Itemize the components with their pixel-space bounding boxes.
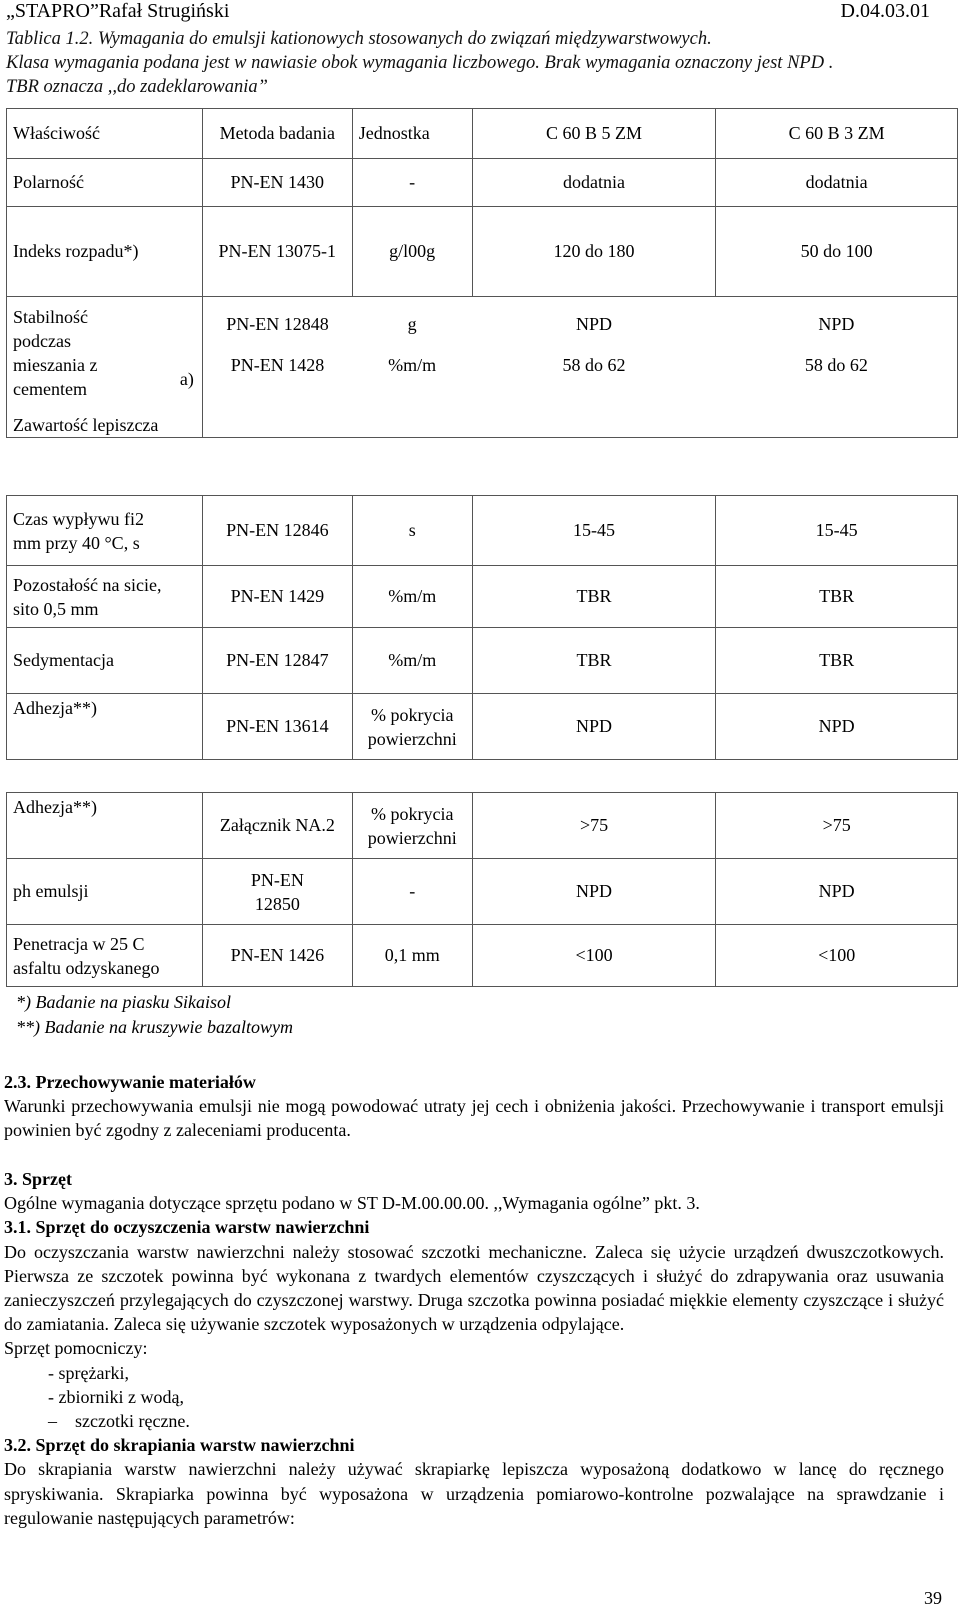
cell-value: NPD	[575, 314, 612, 335]
header-method: Metoda badania	[202, 109, 352, 159]
cell-value: NPD	[716, 694, 958, 760]
table-row	[7, 496, 958, 566]
cell-property: Adhezja**)	[7, 694, 203, 760]
cell-method: PN-EN 1430	[202, 159, 352, 207]
cell-method: PN-EN 13614	[202, 694, 352, 760]
cell-value: 15-45	[716, 496, 958, 566]
paragraph: Do oczyszczania warstw nawierzchni należy stosować szczotki mechaniczne. Zaleca się użycie urządzeń dwuszczotkowych. Pierwsza ze szczotek powinna być wykonana z twardych elementów czyszczących i służyć do zdrapywania oraz usuwania zanieczyszczeń przylegających do czyszczonej warstwy. Druga szczotka powinna posiadać miękkie elementy czyszczące i służyć do zamiatania. Zaleca się używanie szczotek wyposażonych w urządzenia odpylające.	[4, 1241, 944, 1335]
cell-value: NPD	[472, 859, 716, 925]
header-right: D.04.03.01	[840, 0, 930, 22]
cell-property-stabilnosc	[7, 297, 203, 438]
header-c60b5zm: C 60 B 5 ZM	[472, 109, 716, 159]
cell-unit: 0,1 mm	[352, 925, 472, 987]
list-item: - zbiorniki z wodą,	[48, 1386, 184, 1407]
penetracja-label: Penetracja w 25 C asfaltu odzyskanego	[13, 933, 160, 978]
cell-method: PN-EN 1429	[202, 566, 352, 628]
paragraph: Warunki przechowywania emulsji nie mogą powodować utraty jej cech i obniżenia jakości. Przechowywanie i transport emulsji powinien być zgodny z zaleceniami producenta.	[4, 1096, 944, 1141]
cell-value: TBR	[472, 628, 716, 694]
cell-value: 58 do 62	[716, 353, 958, 438]
list-item: – szczotki ręczne.	[48, 1411, 190, 1432]
table-row	[7, 694, 958, 760]
table-caption-line1: Tablica 1.2. Wymagania do emulsji kationowych stosowanych do związań międzywarstwowych.	[6, 29, 712, 49]
cell-value: TBR	[716, 566, 958, 628]
section-2-3	[4, 1070, 944, 1143]
header-c60b3zm: C 60 B 3 ZM	[716, 109, 958, 159]
cell-value: NPD	[716, 297, 958, 353]
table-caption-line2: Klasa wymagania podana jest w nawiasie obok wymagania liczbowego. Brak wymagania oznaczony jest NPD .	[6, 53, 834, 73]
paragraph: Ogólne wymagania dotyczące sprzętu podano w ST D-M.00.00.00. ,,Wymagania ogólne” pkt. 3.	[4, 1193, 700, 1214]
table-caption-line3: TBR oznacza ,,do zadeklarowania”	[6, 77, 268, 97]
cell-value: 120 do 180	[472, 207, 716, 297]
cell-property: ph emulsji	[7, 859, 203, 925]
table-row	[7, 207, 958, 297]
cell-value: 50 do 100	[716, 207, 958, 297]
czas-label: Czas wypływu fi2 mm przy 40 °C, s	[13, 508, 144, 553]
footnote-1: *) Badanie na piasku Sikaisol	[16, 992, 231, 1012]
stabilnosc-label: Stabilność podczas mieszania z cementem	[13, 307, 98, 399]
cell-method: Załącznik NA.2	[202, 793, 352, 859]
table-row	[7, 297, 958, 353]
list-item: - sprężarki,	[48, 1362, 129, 1383]
paragraph: Do skrapiania warstw nawierzchni należy używać skrapiarkę lepiszcza wyposażoną dodatkowo w lancę do ręcznego spryskiwania. Skrapiarka powinna być wyposażona w urządzenia pomiarowo-kontrolne pozwalające na sprawdzanie i regulowanie następujących parametrów:	[4, 1459, 944, 1528]
cell-unit: s	[352, 496, 472, 566]
paragraph: Sprzęt pomocniczy:	[4, 1338, 148, 1359]
ph-method: PN-EN 12850	[250, 869, 304, 914]
cell-method: PN-EN 13075-1	[202, 207, 352, 297]
cell-method: PN-EN 12847	[202, 628, 352, 694]
cell-unit: -	[352, 159, 472, 207]
cell-property: Polarność	[7, 159, 203, 207]
header-property: Właściwość	[7, 109, 203, 159]
cell-value: 15-45	[472, 496, 716, 566]
section-3	[4, 1167, 944, 1530]
header-unit: Jednostka	[352, 109, 472, 159]
requirements-table-3	[6, 792, 958, 987]
table-row	[7, 566, 958, 628]
cell-method: PN-EN 1428	[202, 353, 352, 438]
cell-value: >75	[472, 793, 716, 859]
cell-unit: % pokrycia powierzchni	[352, 694, 472, 760]
table-row	[7, 159, 958, 207]
cell-unit: g	[407, 314, 417, 335]
cell-property: Indeks rozpadu*)	[7, 207, 203, 297]
class-marker: a)	[179, 369, 194, 389]
cell-method	[202, 859, 352, 925]
page-number: 39	[924, 1588, 942, 1608]
footnote-2: **) Badanie na kruszywie bazaltowym	[16, 1017, 293, 1037]
cell-property	[7, 566, 203, 628]
section-heading: 3.1. Sprzęt do oczyszczenia warstw nawierzchni	[4, 1217, 370, 1238]
cell-value: <100	[716, 925, 958, 987]
cell-value: dodatnia	[716, 159, 958, 207]
cell-unit: g/l00g	[352, 207, 472, 297]
pozostalosc-label: Pozostałość na sicie, sito 0,5 mm	[13, 574, 162, 619]
cell-value: >75	[716, 793, 958, 859]
cell-property	[7, 496, 203, 566]
requirements-table-1	[6, 108, 958, 438]
cell-value: <100	[472, 925, 716, 987]
cell-method: PN-EN 12848	[226, 314, 329, 335]
table-row	[7, 793, 958, 859]
cell-unit: %m/m	[352, 353, 472, 438]
cell-property: Adhezja**)	[7, 793, 203, 859]
cell-method: PN-EN 12846	[202, 496, 352, 566]
requirements-table-2	[6, 495, 958, 760]
header-left: „STAPRO”Rafał Strugiński	[6, 0, 230, 22]
cell-unit: % pokrycia powierzchni	[352, 793, 472, 859]
cell-value: TBR	[716, 628, 958, 694]
cell-method: PN-EN 1426	[202, 925, 352, 987]
table-header-row	[7, 109, 958, 159]
zawartosc-label: Zawartość lepiszcza	[13, 415, 159, 435]
cell-value: NPD	[716, 859, 958, 925]
cell-value: dodatnia	[472, 159, 716, 207]
table-row	[7, 859, 958, 925]
table-row	[7, 925, 958, 987]
section-heading: 3. Sprzęt	[4, 1169, 72, 1189]
cell-unit: %m/m	[352, 628, 472, 694]
cell-unit: -	[352, 859, 472, 925]
cell-value: TBR	[472, 566, 716, 628]
section-heading: 2.3. Przechowywanie materiałów	[4, 1072, 256, 1092]
section-heading: 3.2. Sprzęt do skrapiania warstw nawierzchni	[4, 1435, 355, 1456]
table-row	[7, 628, 958, 694]
cell-property	[7, 925, 203, 987]
cell-value: NPD	[472, 694, 716, 760]
cell-property: Sedymentacja	[7, 628, 203, 694]
cell-unit: %m/m	[352, 566, 472, 628]
cell-value: 58 do 62	[472, 353, 716, 438]
